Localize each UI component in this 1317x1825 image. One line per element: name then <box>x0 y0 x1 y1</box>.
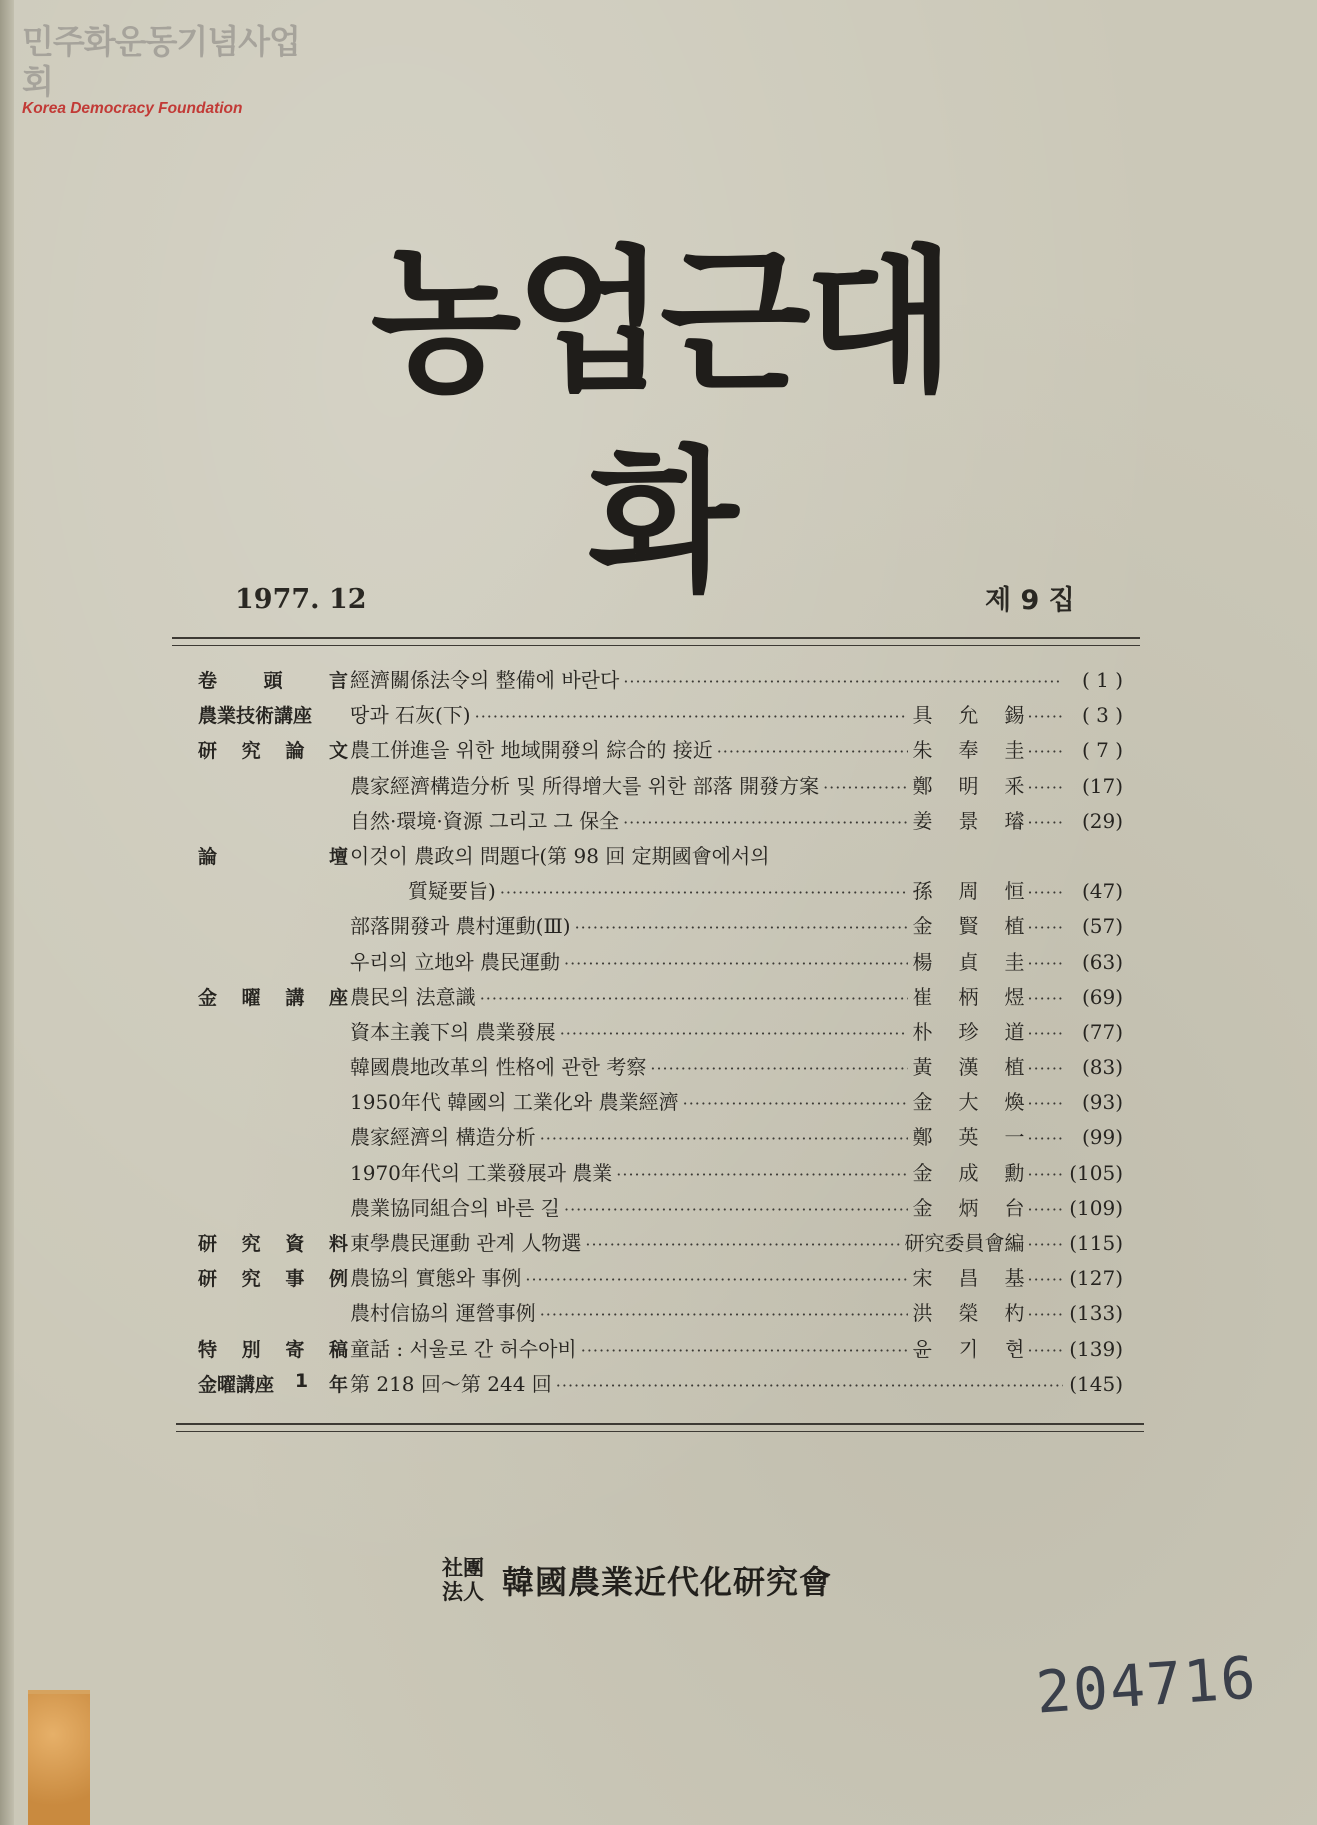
publisher-type: 社團 法人 <box>442 1556 484 1604</box>
toc-section-label: 研 究 資 料 <box>198 1233 348 1255</box>
toc-entry-author: 具 允 錫 <box>912 703 1025 728</box>
toc-leader-dots-short: ······ <box>1027 777 1064 797</box>
toc-entry-page: ( 7 ) <box>1081 738 1123 763</box>
toc-entry <box>350 1157 1123 1186</box>
toc-entry-title: 經濟關係法令의 整備에 바란다 <box>350 668 620 692</box>
toc-entry-author: 金 炳 台 <box>912 1195 1025 1220</box>
toc-entry <box>350 1227 1123 1256</box>
toc-row <box>198 910 1123 945</box>
toc-leader-dots <box>480 989 909 1008</box>
toc-entry-title: 第 218 回～第 244 回 <box>350 1371 552 1396</box>
toc-entry <box>350 1016 1123 1045</box>
toc-leader-dots-short: ······ <box>1027 1305 1064 1325</box>
toc-leader-dots <box>650 1059 908 1078</box>
watermark-english: Korea Democracy Foundation <box>22 100 243 117</box>
toc-leader-dots-short: ······ <box>1027 883 1064 903</box>
toc-leader-dots <box>564 1200 908 1219</box>
toc-entry-title: 1970年代의 工業發展과 農業 <box>350 1160 613 1185</box>
toc-entry-author: 姜 景 璿 <box>912 808 1025 833</box>
toc-entry-title: 農民의 法意識 <box>350 984 476 1009</box>
toc-entry-page: ( 1 ) <box>1081 668 1123 692</box>
toc-entry <box>350 981 1123 1010</box>
toc-entry-author: 金 大 煥 <box>912 1090 1025 1115</box>
toc-leader-dots-short: ······ <box>1027 1023 1064 1043</box>
issue-volume: 제 9 집 <box>985 585 1075 616</box>
toc-entry <box>350 1333 1123 1362</box>
handwritten-catalog-number: 204716 <box>1033 1643 1260 1727</box>
toc-row <box>198 1121 1123 1156</box>
toc-row <box>198 1086 1123 1121</box>
watermark <box>22 22 312 118</box>
toc-row <box>198 664 1123 699</box>
toc-entry <box>350 910 1123 939</box>
watermark-korean: 민주화운동기념사업회 <box>22 22 300 101</box>
toc-entry <box>350 875 1123 904</box>
toc-entry <box>350 1297 1123 1326</box>
toc-entry-page: (77) <box>1081 1019 1123 1044</box>
toc-entry <box>350 946 1123 975</box>
toc-entry <box>350 734 1123 763</box>
toc-leader-dots <box>575 918 909 937</box>
toc-section-label: 研 究 事 例 <box>198 1268 348 1291</box>
toc-row <box>198 1051 1123 1086</box>
toc-entry-author: 孫 周 恒 <box>912 879 1025 904</box>
toc-entry <box>350 1192 1123 1221</box>
toc-entry-page: (57) <box>1081 914 1123 939</box>
toc-row <box>198 1262 1123 1297</box>
toc-entry <box>350 1121 1123 1150</box>
toc-entry-title: 韓國農地改革의 性格에 관한 考察 <box>350 1055 647 1080</box>
toc-entry-page: ( 3 ) <box>1081 703 1123 728</box>
toc-entry-author: 金 賢 植 <box>912 914 1025 939</box>
toc-top-rule <box>172 637 1140 646</box>
toc-leader-dots-short: ······ <box>1027 953 1064 973</box>
toc-row <box>198 699 1123 734</box>
toc-entry-page: (83) <box>1081 1055 1123 1080</box>
publisher-name: 韓國農業近代化研究會 <box>502 1563 833 1601</box>
toc-entry-title: 땅과 石灰(下) <box>350 703 471 728</box>
toc-leader-dots-short: ······ <box>1027 918 1064 938</box>
toc-leader-dots-short: ······ <box>1027 1270 1064 1290</box>
toc-row <box>198 1297 1123 1332</box>
toc-entry <box>350 699 1123 728</box>
toc-leader-dots-short: ······ <box>1027 1199 1064 1219</box>
toc-entry <box>350 664 1123 693</box>
toc-entry <box>350 1262 1123 1291</box>
toc-leader-dots <box>560 1024 909 1043</box>
toc-entry <box>350 770 1123 799</box>
toc-entry-author: 鄭 英 一 <box>912 1125 1025 1150</box>
toc-leader-dots-short: ······ <box>1027 988 1064 1008</box>
magazine-title: 농업근대화 <box>370 231 950 613</box>
library-sticker <box>28 1690 90 1825</box>
toc-entry-title: 農村信協의 運營事例 <box>350 1301 536 1326</box>
toc-leader-dots <box>556 1376 1063 1395</box>
toc-row <box>198 1016 1123 1051</box>
toc-leader-dots <box>475 707 909 726</box>
toc-entry-page: (69) <box>1081 984 1123 1009</box>
toc-leader-dots-short: ······ <box>1027 1094 1064 1114</box>
toc-leader-dots <box>500 883 909 902</box>
toc-leader-dots-short: ······ <box>1027 1129 1064 1149</box>
toc-row <box>198 1368 1123 1403</box>
toc-row <box>198 981 1123 1016</box>
toc-row <box>198 770 1123 805</box>
toc-row <box>198 805 1123 840</box>
toc-entry-page: (17) <box>1081 773 1123 798</box>
toc-entry <box>350 1086 1123 1115</box>
book-spine-edge <box>0 0 14 1825</box>
toc-entry-page: (93) <box>1081 1090 1123 1115</box>
toc-entry-page: (29) <box>1081 808 1123 833</box>
toc-entry-title: 自然·環境·資源 그리고 그 保全 <box>350 808 620 833</box>
toc-bottom-rule <box>176 1423 1144 1432</box>
toc-entry <box>350 805 1123 834</box>
toc-leader-dots <box>717 742 909 761</box>
toc-entry-page: (127) <box>1069 1266 1123 1291</box>
toc-leader-dots <box>564 954 908 973</box>
toc-section-label: 金 曜 講 座 <box>198 986 348 1009</box>
toc-leader-dots-short: ······ <box>1027 1059 1064 1079</box>
toc-leader-dots <box>683 1094 909 1113</box>
toc-leader-dots <box>823 778 908 797</box>
toc-entry-title: 農家經濟構造分析 및 所得增大를 위한 部落 開發方案 <box>350 773 820 798</box>
toc-entry-page: (139) <box>1069 1336 1123 1361</box>
toc-row <box>198 1333 1123 1368</box>
toc-section-label: 金曜講座 1 年 <box>198 1369 348 1396</box>
toc-leader-dots <box>581 1341 909 1360</box>
toc-section-label: 特 別 寄 稿 <box>198 1338 348 1361</box>
issue-date: 1977. 12 <box>235 584 367 615</box>
toc-entry-title: 農工併進을 위한 地域開發의 綜合的 接近 <box>350 738 713 763</box>
toc-entry-author: 洪 榮 杓 <box>912 1301 1025 1326</box>
toc-entry-title: 1950年代 韓國의 工業化와 農業經濟 <box>350 1090 679 1115</box>
toc-leader-dots <box>540 1305 909 1324</box>
toc-entry-page: (115) <box>1069 1231 1123 1255</box>
toc-entry-author: 楊 貞 圭 <box>912 949 1025 974</box>
toc-entry-title: 資本主義下의 農業發展 <box>350 1019 556 1044</box>
toc-entry-author: 研究委員會編 <box>904 1231 1025 1255</box>
toc-entry-author: 金 成 勳 <box>912 1160 1025 1185</box>
toc-leader-dots-short: ······ <box>1027 1164 1064 1184</box>
toc-entry-author: 宋 昌 基 <box>912 1266 1025 1291</box>
toc-row <box>198 946 1123 981</box>
toc-entry-title: 이것이 農政의 問題다(第 98 回 定期國會에서의 <box>350 843 770 868</box>
toc-row <box>198 1192 1123 1227</box>
toc-leader-dots-short: ······ <box>1027 1340 1064 1360</box>
toc-entry <box>350 1051 1123 1080</box>
toc-entry-page: (109) <box>1069 1195 1123 1220</box>
toc-row <box>198 840 1123 875</box>
toc-leader-dots-short: ······ <box>1027 1235 1064 1254</box>
toc-entry-author: 朴 珍 道 <box>912 1019 1025 1044</box>
toc-entry-title: 部落開發과 農村運動(Ⅲ) <box>350 914 571 939</box>
toc-leader-dots <box>525 1270 908 1289</box>
toc-leader-dots-short: ······ <box>1027 707 1064 727</box>
toc-row <box>198 734 1123 769</box>
toc-leader-dots <box>623 672 1063 691</box>
toc-row <box>198 1227 1123 1262</box>
toc-leader-dots <box>585 1235 900 1254</box>
toc-entry-author: 崔 柄 煜 <box>912 984 1025 1009</box>
toc-section-label: 論 壇 <box>198 845 348 868</box>
table-of-contents <box>198 664 1123 1403</box>
toc-entry-page: (47) <box>1081 879 1123 904</box>
toc-entry-title: 農業協同組合의 바른 길 <box>350 1195 560 1220</box>
toc-entry-title: 우리의 立地와 農民運動 <box>350 949 560 974</box>
toc-entry-title: 農協의 實態와 事例 <box>350 1266 522 1291</box>
toc-entry <box>350 1368 1123 1397</box>
toc-row <box>198 875 1123 910</box>
toc-entry-author: 黃 漢 植 <box>912 1055 1025 1080</box>
toc-entry-author: 윤 기 현 <box>912 1336 1025 1361</box>
toc-entry-author: 朱 奉 圭 <box>912 738 1025 763</box>
toc-section-label: 研 究 論 文 <box>198 740 348 763</box>
toc-entry-page: (63) <box>1081 949 1123 974</box>
toc-entry <box>350 840 1123 869</box>
toc-leader-dots <box>623 813 908 832</box>
toc-leader-dots <box>540 1129 909 1148</box>
toc-entry-page: (105) <box>1069 1160 1123 1185</box>
toc-entry-title: 東學農民運動 관계 人物選 <box>350 1231 582 1255</box>
toc-entry-title: 農家經濟의 構造分析 <box>350 1125 536 1150</box>
toc-leader-dots-short: ······ <box>1027 742 1064 762</box>
toc-row <box>198 1157 1123 1192</box>
toc-entry-title: 質疑要旨) <box>408 879 496 904</box>
toc-section-label: 農業技術講座 <box>198 705 313 728</box>
toc-section-label: 卷 頭 言 <box>198 670 348 692</box>
toc-entry-title: 童話 : 서울로 간 허수아비 <box>350 1336 577 1361</box>
toc-entry-page: (145) <box>1069 1371 1123 1396</box>
toc-entry-author: 鄭 明 釆 <box>912 773 1025 798</box>
toc-leader-dots <box>616 1165 908 1184</box>
toc-entry-page: (99) <box>1081 1125 1123 1150</box>
toc-leader-dots-short: ······ <box>1027 812 1064 832</box>
publisher <box>442 1556 832 1604</box>
toc-entry-page: (133) <box>1069 1301 1123 1326</box>
